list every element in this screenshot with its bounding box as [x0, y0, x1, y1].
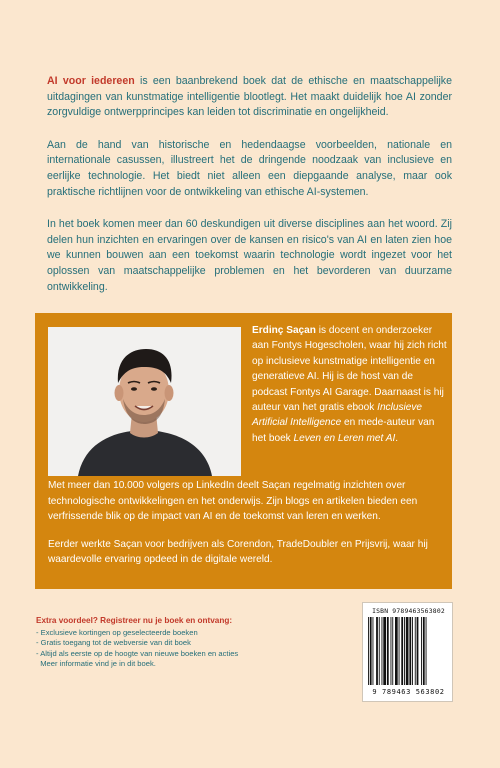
- extras-heading: Extra voordeel? Registreer nu je boek en ontvang:: [36, 616, 233, 625]
- intro-paragraph-1: AI voor iedereen is een baanbrekend boek dat de ethische en maatschappelijke uitdagingen van kunstmatige intelligentie blootlegt. Het maakt duidelijk hoe AI zonder zorgvuldige ontwerpprincipes kan leiden tot discriminatie en ongelijkheid.: [47, 75, 453, 119]
- barcode-digits: 9 789463 563802: [372, 688, 445, 696]
- extras-item: - Altijd als eerste op de hoogte van nieuwe boeken en acties: [36, 648, 239, 658]
- intro-text: [47, 74, 452, 312]
- book-title-co-author: Leven en Leren met AI: [293, 432, 396, 444]
- author-portrait: [48, 327, 241, 476]
- author-bio-lower: [48, 478, 446, 580]
- author-paragraph-2: Met meer dan 10.000 volgers op LinkedIn deelt Saçan regelmatig inzichten over technologische ontwikkelingen en het onderwijs. Zijn blogs en artikelen bieden een verfrissende blik op de impact van AI en de toekomst van leren en werken.: [48, 480, 418, 523]
- isbn-label: ISBN 9789463563802: [372, 607, 445, 615]
- isbn-barcode: [362, 602, 453, 702]
- ebook-title: Inclusieve Artificial Intelligence: [252, 402, 423, 429]
- author-paragraph-3: Eerder werkte Saçan voor bedrijven als Corendon, TradeDoubler en Prijsvrij, waar hij waardevolle ervaring opdeed in de digitale wereld.: [48, 538, 428, 566]
- extras-block: [36, 616, 286, 670]
- intro-paragraph-2: Aan de hand van historische en hedendaagse voorbeelden, nationale en internationale casussen, illustreert het de dringende noodzaak van inclusieve en eerlijke technologie. Het biedt niet alleen een diepgaande analyse, maar ook praktische richtlijnen voor de ontwikkeling van ethische AI-systemen.: [47, 138, 452, 198]
- extras-item: Meer informatie vind je in dit boek.: [36, 659, 156, 669]
- extras-item: - Gratis toegang tot de webversie van dit boek: [36, 638, 191, 648]
- author-box: [35, 313, 452, 589]
- intro-paragraph-3: In het boek komen meer dan 60 deskundigen uit diverse disciplines aan het woord. Zij delen hun inzichten en ervaringen over de kansen en risico's van AI en laten zien hoe we kunnen bouwen aan een toekomst waarin technologie wordt ingezet voor het oplossen van maatschappelijke problemen en het bevorderen van duurzame ontwikkeling.: [47, 218, 452, 293]
- author-bio: Erdinç Saçan is docent en onderzoeker aan Fontys Hogescholen, waar hij zich richt op inclusieve kunstmatige intelligentie en generatieve AI. Hij is de host van de podcast Fontys AI Garage. Daarnaast is hij auteur van het gratis ebook Inclusieve Artificial Intelligence en mede-auteur van het boek Leven en Leren met AI.: [252, 325, 447, 444]
- barcode-bars: [368, 617, 449, 685]
- book-title: AI voor iedereen: [47, 75, 135, 87]
- extras-item: - Exclusieve kortingen op geselecteerde boeken: [36, 627, 198, 637]
- author-name: Erdinç Saçan: [252, 325, 316, 336]
- author-photo: [48, 327, 241, 476]
